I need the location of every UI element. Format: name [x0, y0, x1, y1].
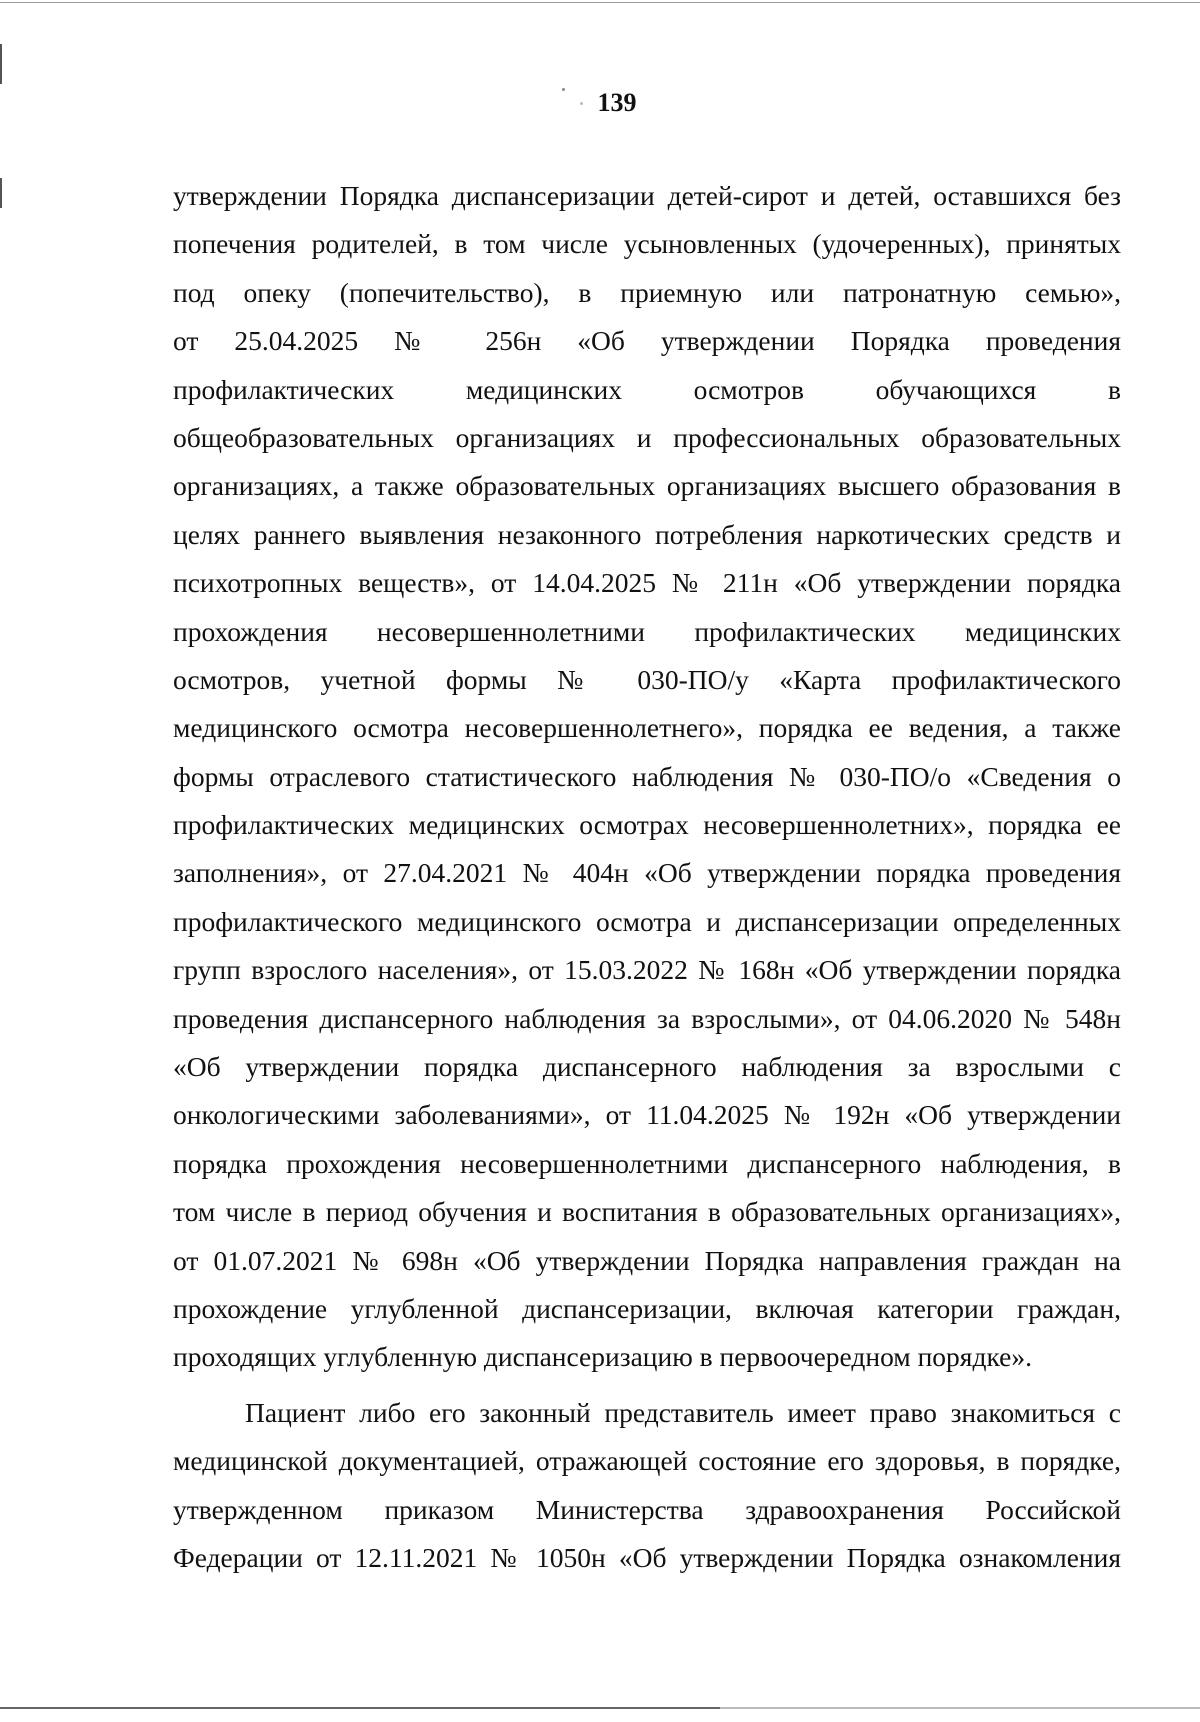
- text-line: Федерации от 12.11.2021 № 1050н «Об утверждении Порядка ознакомления: [173, 1541, 1121, 1573]
- text-line: проведения диспансерного наблюдения за взрослыми», от 04.06.2020 № 548н: [173, 1002, 1121, 1034]
- text-line: профилактических медицинских осмотрах несовершеннолетних», порядка ее: [173, 809, 1121, 841]
- scan-margin-mark: [0, 178, 2, 208]
- text-line: от 01.07.2021 № 698н «Об утверждении Порядка направления граждан на: [173, 1244, 1121, 1276]
- scan-margin-mark: [0, 44, 2, 84]
- text-line: заполнения», от 27.04.2021 № 404н «Об утверждении порядка проведения: [173, 857, 1121, 889]
- scan-edge-top: [0, 2, 1200, 3]
- document-body: [173, 172, 1121, 1582]
- text-line: прохождение углубленной диспансеризации, включая категории граждан,: [173, 1292, 1121, 1324]
- text-line: «Об утверждении порядка диспансерного наблюдения за взрослыми с: [173, 1051, 1121, 1083]
- text-line: утвержденном приказом Министерства здравоохранения Российской: [173, 1493, 1121, 1525]
- text-line: целях раннего выявления незаконного потребления наркотических средств и: [173, 518, 1121, 550]
- text-line: утверждении Порядка диспансеризации детей-сирот и детей, оставшихся без: [173, 180, 1121, 211]
- scan-edge-bottom: [0, 1707, 1200, 1709]
- text-line: прохождения несовершеннолетними профилактических медицинских: [173, 615, 1121, 647]
- paragraph-1: [173, 172, 1121, 1382]
- paragraph-2: [173, 1389, 1121, 1583]
- text-line: проходящих углубленную диспансеризацию в первоочередном порядке».: [173, 1341, 1032, 1373]
- text-line: профилактического медицинского осмотра и диспансеризации определенных: [173, 905, 1121, 937]
- text-line: том числе в период обучения и воспитания в образовательных организациях»,: [173, 1196, 1121, 1228]
- text-line: организациях, а также образовательных организациях высшего образования в: [173, 470, 1121, 502]
- paragraph-gap: [173, 1382, 1121, 1389]
- text-line: под опеку (попечительство), в приемную или патронатную семью»,: [173, 276, 1121, 308]
- text-line: Пациент либо его законный представитель имеет право знакомиться с: [245, 1396, 1121, 1428]
- text-line: психотропных веществ», от 14.04.2025 № 211н «Об утверждении порядка: [173, 567, 1121, 599]
- text-line: порядка прохождения несовершеннолетними диспансерного наблюдения, в: [173, 1147, 1121, 1179]
- text-line: медицинского осмотра несовершеннолетнего», порядка ее ведения, а также: [173, 712, 1121, 744]
- text-line: осмотров, учетной формы № 030-ПО/у «Карта профилактического: [173, 663, 1121, 695]
- text-line: общеобразовательных организациях и профессиональных образовательных: [173, 421, 1121, 453]
- text-line: групп взрослого населения», от 15.03.2022 № 168н «Об утверждении порядка: [173, 954, 1121, 986]
- text-line: формы отраслевого статистического наблюдения № 030-ПО/о «Сведения о: [173, 760, 1121, 792]
- text-line: от 25.04.2025 № 256н «Об утверждении Порядка проведения: [173, 325, 1121, 357]
- page-number: 139: [597, 88, 637, 117]
- text-line: онкологическими заболеваниями», от 11.04.2025 № 192н «Об утверждении: [173, 1099, 1121, 1131]
- text-line: медицинской документацией, отражающей состояние его здоровья, в порядке,: [173, 1445, 1121, 1477]
- text-line: попечения родителей, в том числе усыновленных (удочеренных), принятых: [173, 228, 1121, 260]
- text-line: профилактических медицинских осмотров обучающихся в: [173, 373, 1121, 405]
